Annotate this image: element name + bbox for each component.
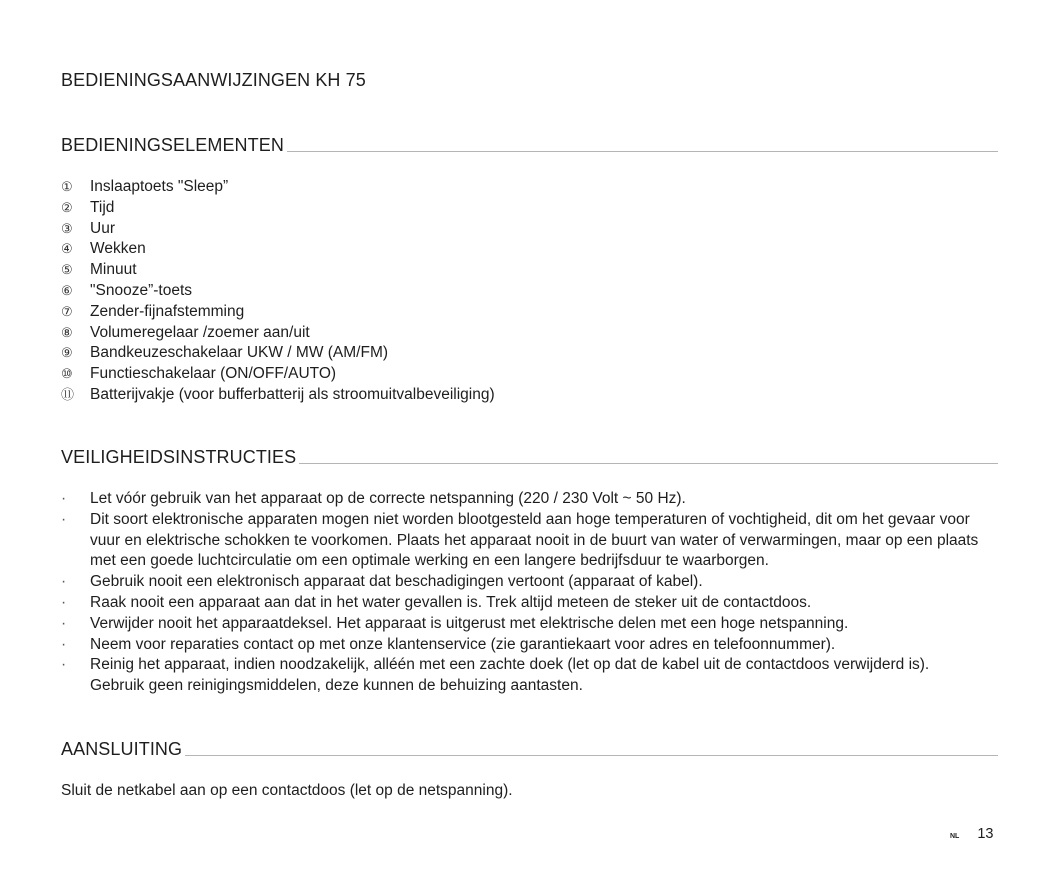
bullet-icon: · — [61, 635, 67, 653]
safety-item — [61, 489, 981, 510]
control-item-number: ⑤ — [61, 262, 73, 278]
control-item — [61, 364, 495, 385]
controls-heading-label: BEDIENINGSELEMENTEN — [61, 135, 284, 155]
control-item — [61, 323, 495, 344]
control-item — [61, 198, 495, 219]
controls-list — [61, 177, 495, 406]
bullet-icon: · — [61, 510, 67, 528]
connection-heading — [61, 738, 998, 760]
safety-item — [61, 635, 981, 656]
control-item — [61, 385, 495, 406]
control-item-label: Inslaaptoets "Sleep” — [90, 178, 229, 195]
control-item-label: Minuut — [90, 261, 137, 279]
safety-item-text: Gebruik nooit een elektronisch apparaat dat beschadigingen vertoont (apparaat of kabel). — [90, 573, 703, 591]
safety-item-text: Let vóór gebruik van het apparaat op de correcte netspanning (220 / 230 Volt ~ 50 Hz). — [90, 490, 686, 507]
safety-item — [61, 614, 981, 635]
safety-list — [61, 489, 981, 697]
safety-item — [61, 572, 981, 593]
safety-item — [61, 510, 981, 572]
safety-heading — [61, 446, 998, 468]
safety-item — [61, 655, 981, 697]
control-item-label: Functieschakelaar (ON/OFF/AUTO) — [90, 365, 337, 383]
bullet-icon: · — [61, 593, 67, 611]
control-item — [61, 239, 495, 260]
bullet-icon: · — [61, 656, 67, 674]
control-item-label: Uur — [90, 219, 115, 237]
control-item-label: "Snooze”-toets — [90, 281, 192, 299]
control-item-number: ⑩ — [61, 366, 73, 382]
control-item — [61, 260, 495, 281]
control-item-label: Wekken — [90, 240, 146, 258]
bullet-icon: · — [61, 614, 67, 632]
control-item — [61, 177, 495, 198]
safety-heading-rule — [299, 463, 998, 464]
control-item — [61, 219, 495, 240]
control-item-number: ③ — [61, 220, 73, 236]
control-item-number: ① — [61, 179, 73, 194]
controls-heading — [61, 134, 998, 156]
safety-item — [61, 593, 981, 614]
control-item-number: ⑪ — [61, 386, 75, 402]
controls-heading-rule — [287, 151, 998, 152]
connection-heading-label: AANSLUITING — [61, 739, 183, 759]
control-item-number: ⑧ — [61, 324, 73, 340]
safety-item-text: Raak nooit een apparaat aan dat in het water gevallen is. Trek altijd meteen de steker uit de contactdoos. — [90, 593, 812, 611]
control-item-number: ⑥ — [61, 282, 73, 298]
control-item — [61, 281, 495, 302]
control-item-number: ⑦ — [61, 303, 73, 319]
bullet-icon: · — [61, 490, 67, 507]
safety-item-text: Neem voor reparaties contact op met onze klantenservice (zie garantiekaart voor adres en telefoonnummer). — [90, 635, 836, 653]
control-item-label: Volumeregelaar /zoemer aan/uit — [90, 323, 310, 341]
control-item-number: ④ — [61, 241, 73, 257]
connection-heading-rule — [185, 755, 998, 756]
safety-heading-label: VEILIGHEIDSINSTRUCTIES — [61, 447, 297, 467]
control-item-number: ⑨ — [61, 345, 73, 361]
control-item-label: Zender-fijnafstemming — [90, 302, 245, 320]
control-item-number: ② — [61, 199, 73, 215]
page-number: 13 — [977, 826, 994, 842]
page-title: BEDIENINGSAANWIJZINGEN KH 75 — [61, 70, 366, 90]
safety-item-text: Verwijder nooit het apparaatdeksel. Het apparaat is uitgerust met elektrische delen met een hoge netspanning. — [90, 614, 849, 632]
connection-text: Sluit de netkabel aan op een contactdoos (let op de netspanning). — [61, 782, 513, 799]
control-item — [61, 302, 495, 323]
safety-item-text: Dit soort elektronische apparaten mogen niet worden blootgesteld aan hoge temperaturen of vochtigheid, dit om het gevaar voor vuur en elektrische schokken te voorkomen. Plaats het apparaat nooit in de buurt van water of verwarmingen, maar op een plaats met een goede luchtcirculatie om een optimale werking en een langere bedrijfsduur te waarborgen. — [90, 510, 979, 570]
page-footer — [950, 826, 993, 842]
bullet-icon: · — [61, 573, 67, 591]
language-code: NL — [950, 833, 960, 840]
control-item-label: Bandkeuzeschakelaar UKW / MW (AM/FM) — [90, 344, 389, 362]
control-item-label: Tijd — [90, 198, 115, 216]
safety-item-text: Reinig het apparaat, indien noodzakelijk, alléén met een zachte doek (let op dat de kabel uit de contactdoos verwijderd is). Gebruik geen reinigingsmiddelen, deze kunnen de behuizing aantasten. — [90, 656, 930, 695]
control-item-label: Batterijvakje (voor bufferbatterij als stroomuitvalbeveiliging) — [90, 385, 495, 403]
control-item — [61, 343, 495, 364]
